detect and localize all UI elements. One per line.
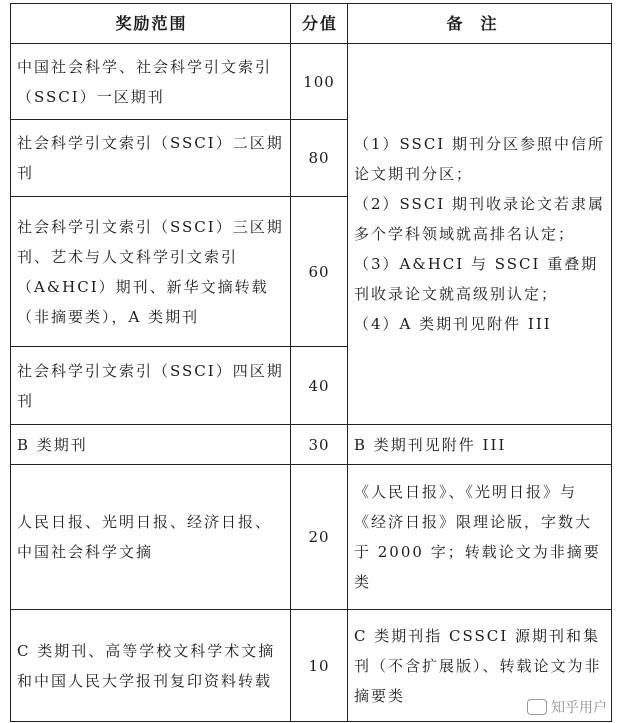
watermark-text: 知乎用户 [551, 700, 607, 716]
note-line: （2）SSCI 期刊收录论文若隶属多个学科领域就高排名认定； [354, 195, 606, 243]
watermark [527, 697, 607, 717]
zhihu-logo-icon [527, 699, 547, 715]
table-row [11, 465, 612, 610]
note-cell: C 类期刊指 CSSCI 源期刊和集刊（不含扩展版）、转载论文为非摘要类 [348, 610, 612, 722]
score-cell: 80 [291, 120, 348, 197]
scope-cell: 社会科学引文索引（SSCI）四区期刊 [11, 347, 291, 425]
score-cell: 100 [291, 44, 348, 120]
scope-cell: C 类期刊、高等学校文科学术文摘和中国人民大学报刊复印资料转载 [11, 610, 291, 722]
scope-cell: B 类期刊 [11, 425, 291, 465]
score-cell: 20 [291, 465, 348, 610]
header-scope: 奖励范围 [11, 4, 291, 44]
header-note: 备注 [348, 4, 612, 44]
note-cell: 《人民日报》、《光明日报》与《经济日报》限理论版，字数大于 2000 字；转载论文为非摘要类 [348, 465, 612, 610]
table-row [11, 44, 612, 120]
note-line: （4）A 类期刊见附件 III [354, 315, 552, 333]
scope-cell: 中国社会科学、社会科学引文索引（SSCI）一区期刊 [11, 44, 291, 120]
note-line: （3）A&HCI 与 SSCI 重叠期刊收录论文就高级别认定； [354, 255, 599, 303]
note-line: （1）SSCI 期刊分区参照中信所论文期刊分区； [354, 135, 606, 183]
header-row [11, 4, 612, 44]
merged-note-cell [348, 44, 612, 425]
score-cell: 10 [291, 610, 348, 722]
score-cell: 30 [291, 425, 348, 465]
scope-cell: 社会科学引文索引（SSCI）二区期刊 [11, 120, 291, 197]
header-score: 分值 [291, 4, 348, 44]
table-row [11, 610, 612, 722]
reward-table [10, 3, 612, 722]
score-cell: 60 [291, 197, 348, 347]
scope-cell: 人民日报、光明日报、经济日报、中国社会科学文摘 [11, 465, 291, 610]
scope-cell: 社会科学引文索引（SSCI）三区期刊、艺术与人文科学引文索引（A&HCI）期刊、新华文摘转载（非摘要类），A 类期刊 [11, 197, 291, 347]
table-row [11, 425, 612, 465]
score-cell: 40 [291, 347, 348, 425]
note-cell: B 类期刊见附件 III [348, 425, 612, 465]
